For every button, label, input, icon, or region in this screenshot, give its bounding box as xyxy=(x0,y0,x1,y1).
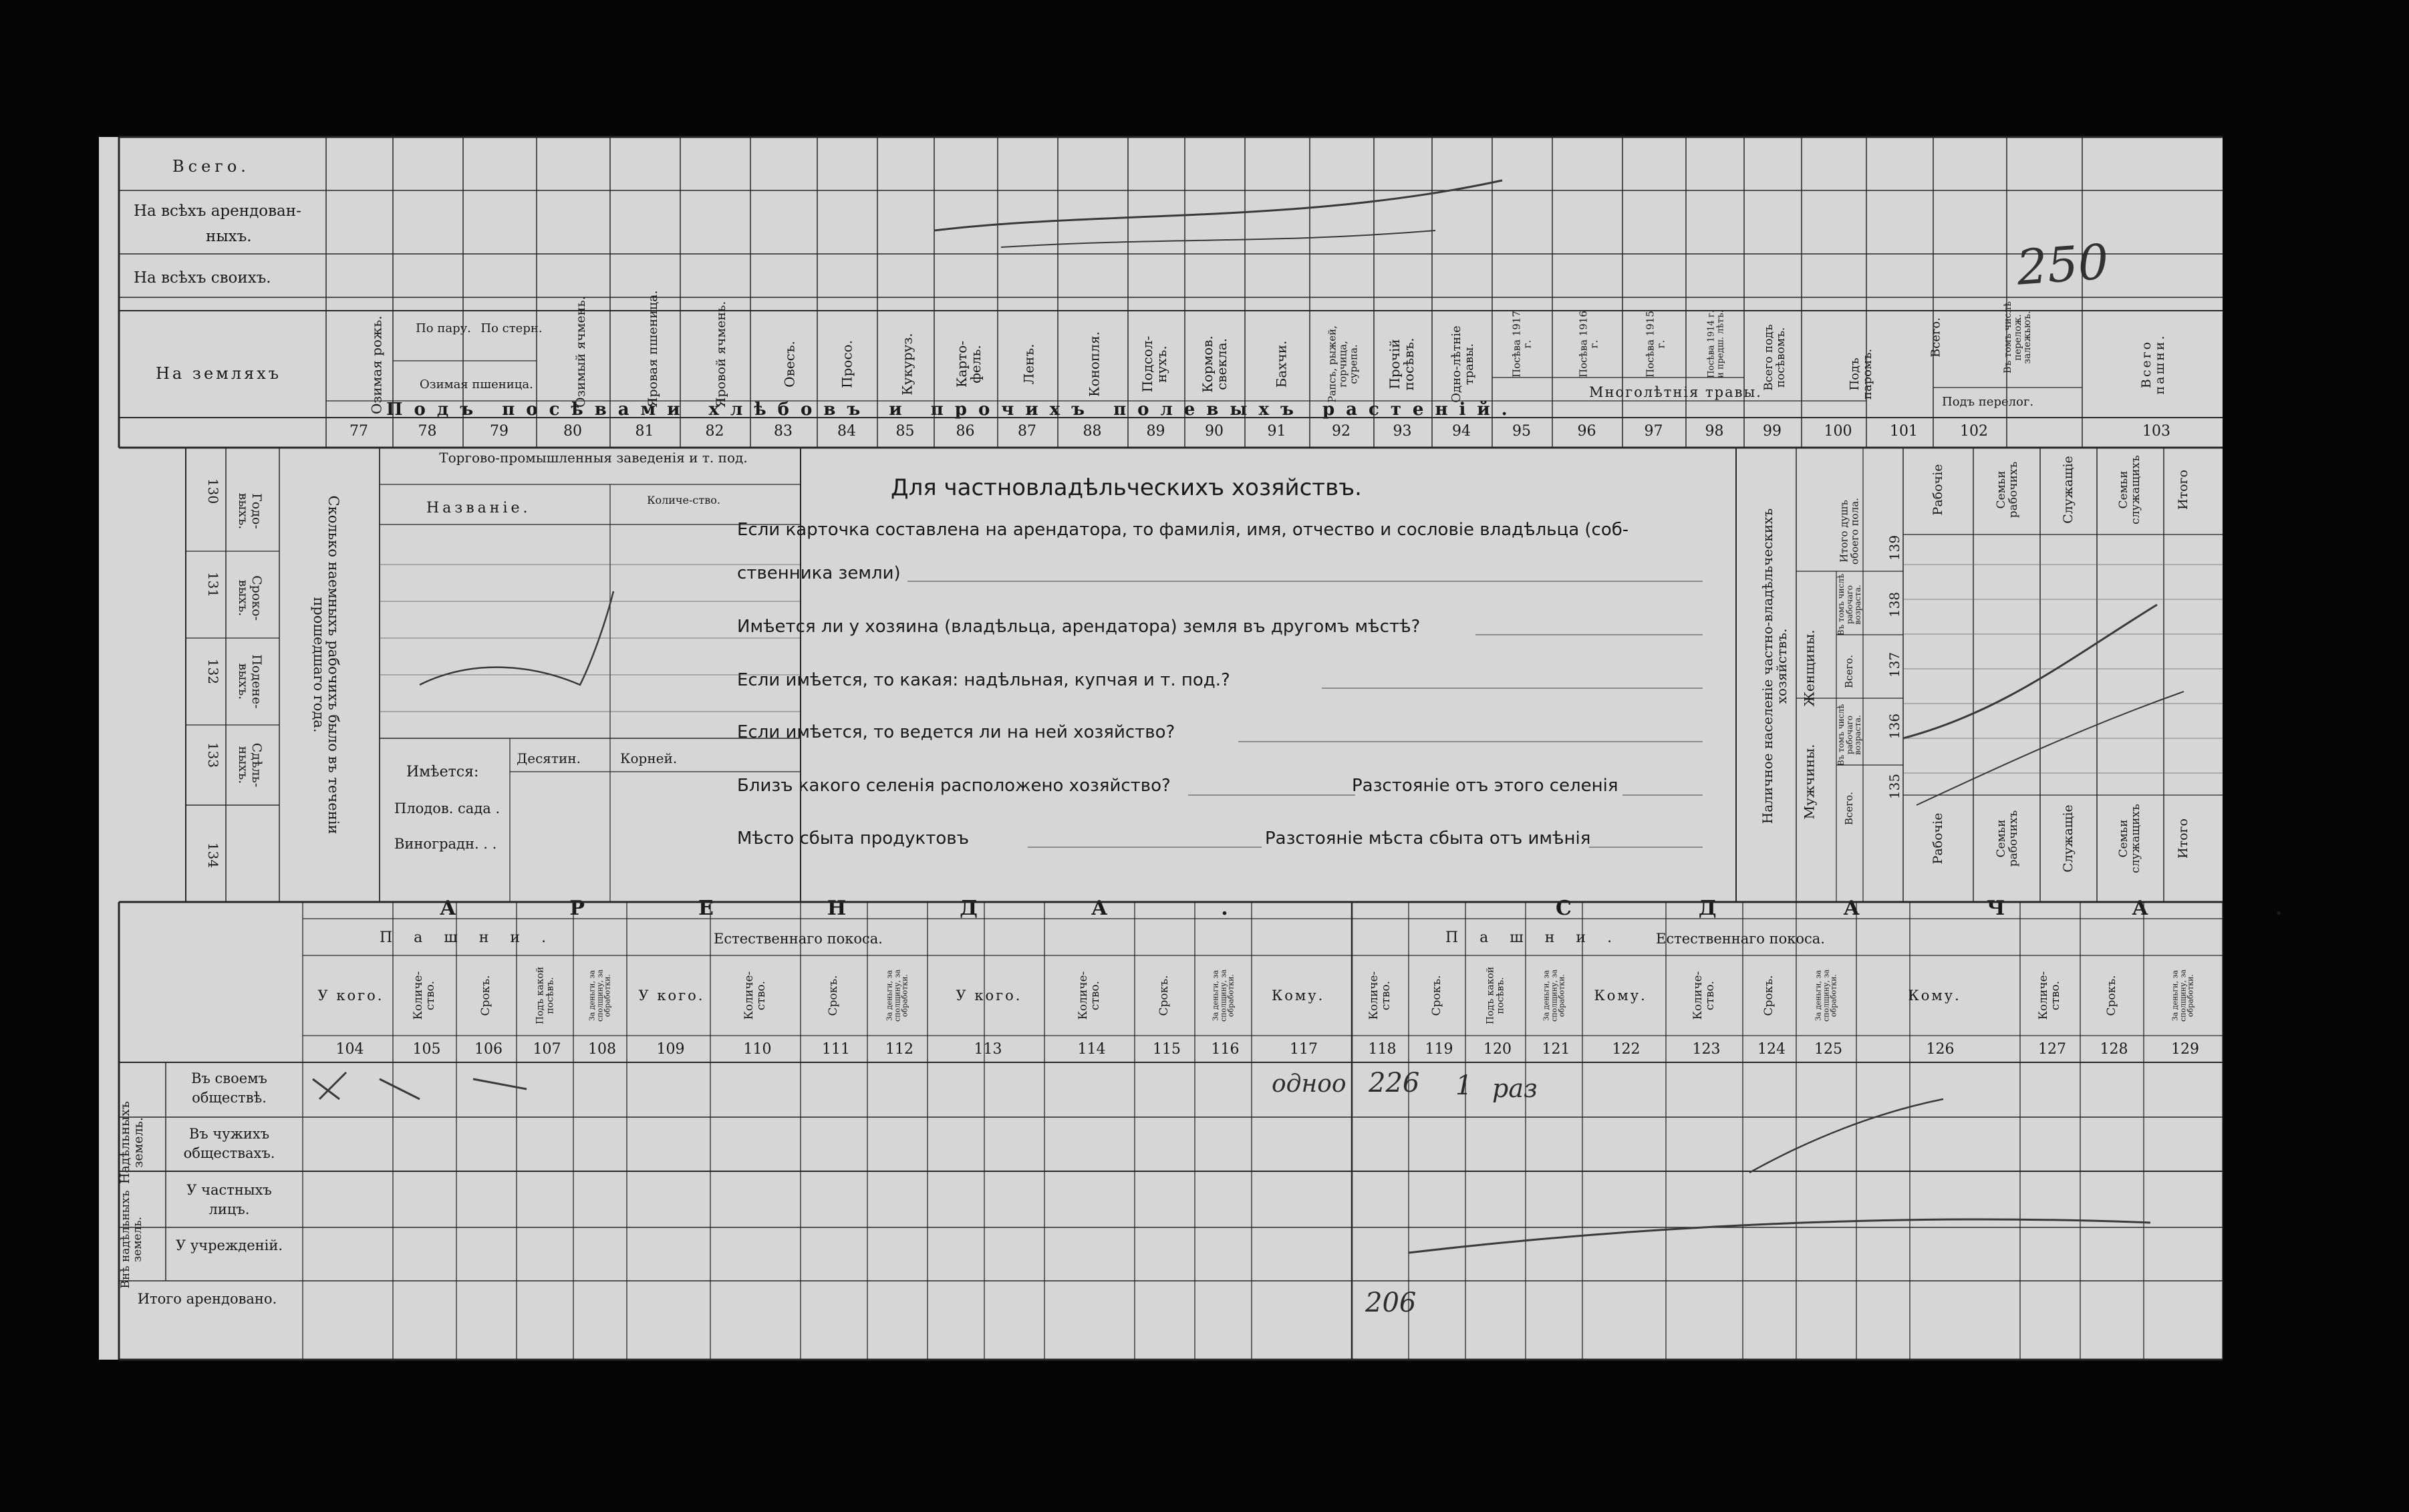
cat-total-bottom: Итого xyxy=(2176,818,2191,859)
lease-col-qty: Количе-ство. xyxy=(1691,971,1717,1020)
crops-band-title: Подъ посѣвами хлѣбовъ и прочихъ полевыхъ растеній. xyxy=(386,400,1519,420)
private-q1b: ственника земли) xyxy=(737,563,901,583)
lease-col-u_kogo: У кого. xyxy=(638,988,705,1004)
lease-col-komu: Кому. xyxy=(1594,988,1647,1004)
lease-col-number: 126 xyxy=(1926,1041,1955,1058)
col-bakhchi: Бахчи. xyxy=(1273,340,1290,388)
lease-col-number: 106 xyxy=(474,1041,503,1058)
col-posev-1914: Посѣва 1914 г. и предш. лѣтъ. xyxy=(1706,310,1725,378)
workers-number-132: 132 xyxy=(205,658,222,685)
pop-men-total: Всего. xyxy=(1843,792,1856,825)
col-posev-1915: Посѣва 1915 г. xyxy=(1644,311,1667,377)
lease-col-qty: Количе-ство. xyxy=(1076,971,1102,1020)
lease-col-u_kogo: У кого. xyxy=(317,988,384,1004)
lease-col-number: 129 xyxy=(2171,1041,2199,1058)
lease-col-number: 111 xyxy=(822,1041,850,1058)
enterprises-name-header: Названіе. xyxy=(426,500,531,516)
crop-col-number: 81 xyxy=(635,423,654,440)
hw-term: 1 xyxy=(1455,1070,1473,1101)
lease-col-term: Срокъ. xyxy=(1429,975,1443,1016)
lease-col-number: 125 xyxy=(1814,1041,1842,1058)
col-podsolnukh: Подсол-нухъ. xyxy=(1139,335,1169,393)
crop-col-number: 90 xyxy=(1205,423,1224,440)
arenda-meadow: Естественнаго покоса. xyxy=(714,931,883,947)
lease-col-number: 105 xyxy=(412,1041,441,1058)
crop-col-number: 79 xyxy=(490,423,509,440)
private-q1a: Если карточка составлена на арендатора, то фамилія, имя, отчество и сословіе владѣльца (соб- xyxy=(737,520,1629,540)
crossout-stroke xyxy=(1409,1219,2150,1253)
crop-col-number: 98 xyxy=(1705,423,1724,440)
workers-question: Сколько наемныхъ рабочихъ было въ теченіи прошедшаго года. xyxy=(311,495,342,835)
col-perelog-vsego: Всего. xyxy=(1929,317,1943,357)
crop-col-number: 94 xyxy=(1452,423,1471,440)
crop-col-number: 88 xyxy=(1083,423,1102,440)
workers-col-piece: Сдѣль-ныхъ. xyxy=(236,742,264,788)
crop-col-number: 99 xyxy=(1763,423,1782,440)
crossout-stroke xyxy=(1903,605,2157,738)
pop-women-working: Въ томъ числѣ рабочаго возраста. xyxy=(1836,573,1863,636)
crossout-stroke xyxy=(1001,231,1435,247)
fallow-label: Подъ перелог. xyxy=(1942,395,2034,409)
crossout-stroke xyxy=(313,1072,527,1099)
lease-col-qty: Количе-ство. xyxy=(742,971,768,1020)
col-vsego-pashni: Всего пашни. xyxy=(2139,333,2167,395)
row-label-total: Всего. xyxy=(172,157,250,176)
sdacha-pashni: Пашни. xyxy=(1445,929,1634,946)
col-vsego-pod-posevom: Всего подъ посѣвомъ. xyxy=(1762,324,1788,391)
lease-col-number: 113 xyxy=(974,1041,1002,1058)
col-posev-1917: Посѣва 1917 г. xyxy=(1510,311,1533,377)
crossout-stroke xyxy=(1749,1099,1943,1173)
workers-number-134: 134 xyxy=(205,842,222,869)
sdacha-title: СДАЧА. xyxy=(1556,897,2409,920)
crop-col-number: 89 xyxy=(1146,423,1165,440)
census-card xyxy=(99,137,2409,1360)
multiyear-grasses-label: Многолѣтнія травы. xyxy=(1589,384,1762,400)
crop-col-number: 85 xyxy=(895,423,915,440)
lease-col-number: 109 xyxy=(656,1041,685,1058)
lease-col-number: 107 xyxy=(533,1041,561,1058)
lease-col-number: 118 xyxy=(1368,1041,1397,1058)
col-kukuruza: Кукуруз. xyxy=(899,333,915,396)
crossout-stroke xyxy=(934,180,1502,231)
private-q4: Если имѣется, то ведется ли на ней хозяйство? xyxy=(737,722,1175,742)
lease-row-other-society: Въ чужихъ обществахъ. xyxy=(183,1126,275,1162)
cat-workers-bottom: Рабочіе xyxy=(1931,812,1946,865)
row-label-leased-1: На всѣхъ арендован- xyxy=(134,202,301,220)
lease-col-number: 127 xyxy=(2038,1041,2066,1058)
lease-col-number: 122 xyxy=(1612,1041,1641,1058)
lease-col-term: Срокъ. xyxy=(479,975,493,1016)
row-label-own: На всѣхъ своихъ. xyxy=(134,269,271,287)
crop-col-number: 77 xyxy=(349,423,368,440)
cat-servants-top: Служащіе xyxy=(2061,456,2076,524)
lease-col-crop: Подъ какой посѣвъ. xyxy=(1485,966,1506,1025)
private-q3: Если имѣется, то какая: надѣльная, купчая и т. под.? xyxy=(737,670,1230,690)
crop-col-number: 91 xyxy=(1267,423,1286,440)
col-konoplya: Конопля. xyxy=(1086,331,1103,397)
crop-col-number: 92 xyxy=(1332,423,1351,440)
lease-col-money: За деньги, за сполщину, за обработки. xyxy=(2170,969,2195,1022)
lease-col-term: Срокъ. xyxy=(1157,975,1171,1016)
lease-row-total: Итого арендовано. xyxy=(137,1291,277,1307)
col-ozimaya-pshenica: Озимая пшеница. xyxy=(420,377,533,392)
lease-col-money: За деньги, за сполщину, за обработки. xyxy=(1211,969,1236,1022)
workers-col-term: Сроко-выхъ. xyxy=(236,575,264,621)
crop-col-number: 87 xyxy=(1018,423,1036,440)
hw-komu: одноо xyxy=(1272,1070,1347,1098)
workers-col-annual: Годо-выхъ. xyxy=(236,492,264,530)
crop-col-number: 93 xyxy=(1393,423,1412,440)
handwritten-total: 250 xyxy=(2015,233,2111,296)
col-yarovoi-yachmen: Яровой ячмень. xyxy=(714,301,729,408)
lease-col-number: 120 xyxy=(1483,1041,1512,1058)
arenda-title: АРЕНДА. xyxy=(440,897,1342,920)
lease-col-komu: Кому. xyxy=(1908,988,1961,1004)
lease-col-number: 128 xyxy=(2100,1041,2128,1058)
col-kormov-svekla: Кормов. свекла. xyxy=(1199,335,1230,393)
private-q6a: Мѣсто сбыта продуктовъ xyxy=(737,828,969,849)
cat-servants-bottom: Служащіе xyxy=(2061,804,2076,873)
lease-col-money: За деньги, за сполщину, за обработки. xyxy=(1814,969,1838,1022)
col-perelog-zalezh: Въ томъ числѣ перелож. залежьюъ. xyxy=(2002,301,2033,373)
crop-col-number: 103 xyxy=(2142,423,2170,440)
lease-col-komu: Кому. xyxy=(1272,988,1325,1004)
col-ozimyi-yachmen: Озимый ячмень. xyxy=(573,296,589,408)
enterprises-title: Торгово-промышленныя заведенія и т. под. xyxy=(439,450,748,466)
crop-col-number: 97 xyxy=(1644,423,1663,440)
pop-men-working: Въ томъ числѣ рабочаго возраста. xyxy=(1836,704,1863,766)
lease-col-number: 114 xyxy=(1077,1041,1106,1058)
crop-col-number: 82 xyxy=(705,423,724,440)
cat-worker-families-bottom: Семьи рабочихъ xyxy=(1995,810,2020,867)
private-q5a: Близъ какого селенія расположено хозяйство? xyxy=(737,776,1171,796)
col-len: Ленъ. xyxy=(1020,343,1037,385)
private-title: Для частновладѣльческихъ хозяйствъ. xyxy=(891,474,1362,501)
pop-number-135: 135 xyxy=(1886,773,1903,800)
pop-men: Мужчины. xyxy=(1801,744,1818,820)
col-posev-1916: Посѣва 1916 г. xyxy=(1577,311,1600,377)
orchard-label: Плодов. сада . xyxy=(394,800,501,816)
cat-total-top: Итого xyxy=(2176,470,2191,510)
pop-number-137: 137 xyxy=(1886,651,1903,678)
row-label-leased-2: ныхъ. xyxy=(206,228,252,245)
workers-number-133: 133 xyxy=(205,742,222,768)
hw-crop: раз xyxy=(1492,1074,1538,1103)
lease-col-number: 119 xyxy=(1425,1041,1453,1058)
col-oves: Овесъ. xyxy=(781,341,798,388)
crop-col-number: 95 xyxy=(1512,423,1531,440)
lease-col-u_kogo: У кого. xyxy=(956,988,1022,1004)
crossout-stroke xyxy=(1917,692,2184,805)
vineyard-label: Виноградн. . . xyxy=(394,836,497,852)
crop-col-number: 80 xyxy=(563,423,582,440)
lease-col-number: 112 xyxy=(885,1041,913,1058)
private-q2: Имѣется ли у хозяина (владѣльца, арендатора) земля въ другомъ мѣстѣ? xyxy=(737,617,1421,637)
crop-col-number: 83 xyxy=(774,423,793,440)
has-label: Имѣется: xyxy=(406,764,479,780)
pop-total-both: Итого душъ обоего пола. xyxy=(1838,498,1860,565)
cat-servant-families-top: Семьи служащихъ xyxy=(2117,455,2142,524)
nadel-label: Надѣльныхъ земель. xyxy=(118,1100,146,1185)
lease-row-own-society: Въ своемъ обществѣ. xyxy=(191,1070,267,1106)
lease-col-number: 110 xyxy=(743,1041,772,1058)
col-po-sterne: По стерн. xyxy=(480,321,543,335)
crop-col-number: 102 xyxy=(1960,423,1988,440)
population-title: Наличное населеніе частно-владѣльческихъ хозяйствъ. xyxy=(1759,508,1790,824)
lease-col-number: 117 xyxy=(1290,1041,1318,1058)
col-odnoletnie: Одно-лѣтніе травы. xyxy=(1449,325,1476,403)
lease-col-number: 121 xyxy=(1542,1041,1570,1058)
enterprises-qty-header: Количе-ство. xyxy=(647,494,720,506)
lease-col-qty: Количе-ство. xyxy=(1367,971,1393,1020)
hw-qty: 226 xyxy=(1369,1068,1420,1098)
pop-number-136: 136 xyxy=(1886,713,1903,740)
col-po-paru: По пару. xyxy=(416,321,471,335)
crop-col-number: 84 xyxy=(837,423,856,440)
col-kartofel: Карто-фель. xyxy=(954,340,984,388)
col-pod-parom: Подъ паромъ. xyxy=(1848,348,1874,400)
pop-women: Женщины. xyxy=(1801,629,1818,707)
lease-col-money: За деньги, за сполщину, за обработки. xyxy=(1542,969,1566,1022)
crop-col-number: 78 xyxy=(418,423,437,440)
lease-col-number: 124 xyxy=(1757,1041,1786,1058)
lease-col-number: 104 xyxy=(335,1041,364,1058)
lease-col-money: За деньги, за сполщину, за обработки. xyxy=(587,969,612,1022)
col-prochiy-posev: Прочій посѣвъ. xyxy=(1387,337,1417,391)
lease-row-institutions: У учрежденій. xyxy=(175,1237,283,1253)
crop-col-number: 96 xyxy=(1577,423,1596,440)
col-proso: Просо. xyxy=(839,340,855,388)
lease-col-number: 108 xyxy=(588,1041,616,1058)
crop-col-number: 100 xyxy=(1824,423,1852,440)
workers-number-131: 131 xyxy=(205,571,222,598)
private-q5b: Разстояніе отъ этого селенія xyxy=(1352,776,1618,796)
lease-col-number: 123 xyxy=(1692,1041,1721,1058)
workers-col-daily: Подене-выхъ. xyxy=(236,654,264,709)
hw-total: 206 xyxy=(1365,1288,1417,1318)
crop-col-number: 86 xyxy=(956,423,975,440)
crop-col-number: 101 xyxy=(1890,423,1918,440)
workers-number-130: 130 xyxy=(205,478,222,504)
pop-number-138: 138 xyxy=(1886,591,1903,618)
vne-nadel-label: Внѣ надѣльныхъ земель. xyxy=(119,1190,144,1289)
sdacha-meadow: Естественнаго покоса. xyxy=(1656,931,1825,947)
cat-worker-families-top: Семьи рабочихъ xyxy=(1995,461,2020,518)
arenda-pashni: Пашни. xyxy=(380,929,568,946)
lease-col-term: Срокъ. xyxy=(1762,975,1776,1016)
col-raps: Рапсъ, рыжей, горчица, сурепа. xyxy=(1326,325,1359,403)
lease-col-crop: Подъ какой посѣвъ. xyxy=(534,966,555,1025)
lease-col-money: За деньги, за сполщину, за обработки. xyxy=(885,969,909,1022)
private-q6b: Разстояніе мѣста сбыта отъ имѣнія xyxy=(1265,828,1591,849)
lease-row-private: У частныхъ лицъ. xyxy=(186,1182,272,1218)
lease-col-qty: Количе-ство. xyxy=(2037,971,2062,1020)
pop-number-139: 139 xyxy=(1886,535,1903,561)
lease-col-number: 116 xyxy=(1211,1041,1240,1058)
form-grid xyxy=(99,137,2223,1360)
cat-workers-top: Рабочіе xyxy=(1931,464,1946,516)
lease-col-term: Срокъ. xyxy=(2104,975,2118,1016)
lease-col-qty: Количе-ство. xyxy=(411,971,437,1020)
cat-servant-families-bottom: Семьи служащихъ xyxy=(2117,804,2142,873)
lease-col-term: Срокъ. xyxy=(827,975,841,1016)
row-label-on-lands: На земляхъ xyxy=(156,364,282,383)
desyatin-header: Десятин. xyxy=(517,750,581,766)
col-yarovaya-pshenica: Яровая пшеница. xyxy=(646,290,661,408)
korney-header: Корней. xyxy=(620,750,678,766)
pop-women-total: Всего. xyxy=(1843,655,1856,688)
lease-col-number: 115 xyxy=(1153,1041,1181,1058)
col-ozimaya-rozh: Озимая рожь. xyxy=(368,315,385,414)
